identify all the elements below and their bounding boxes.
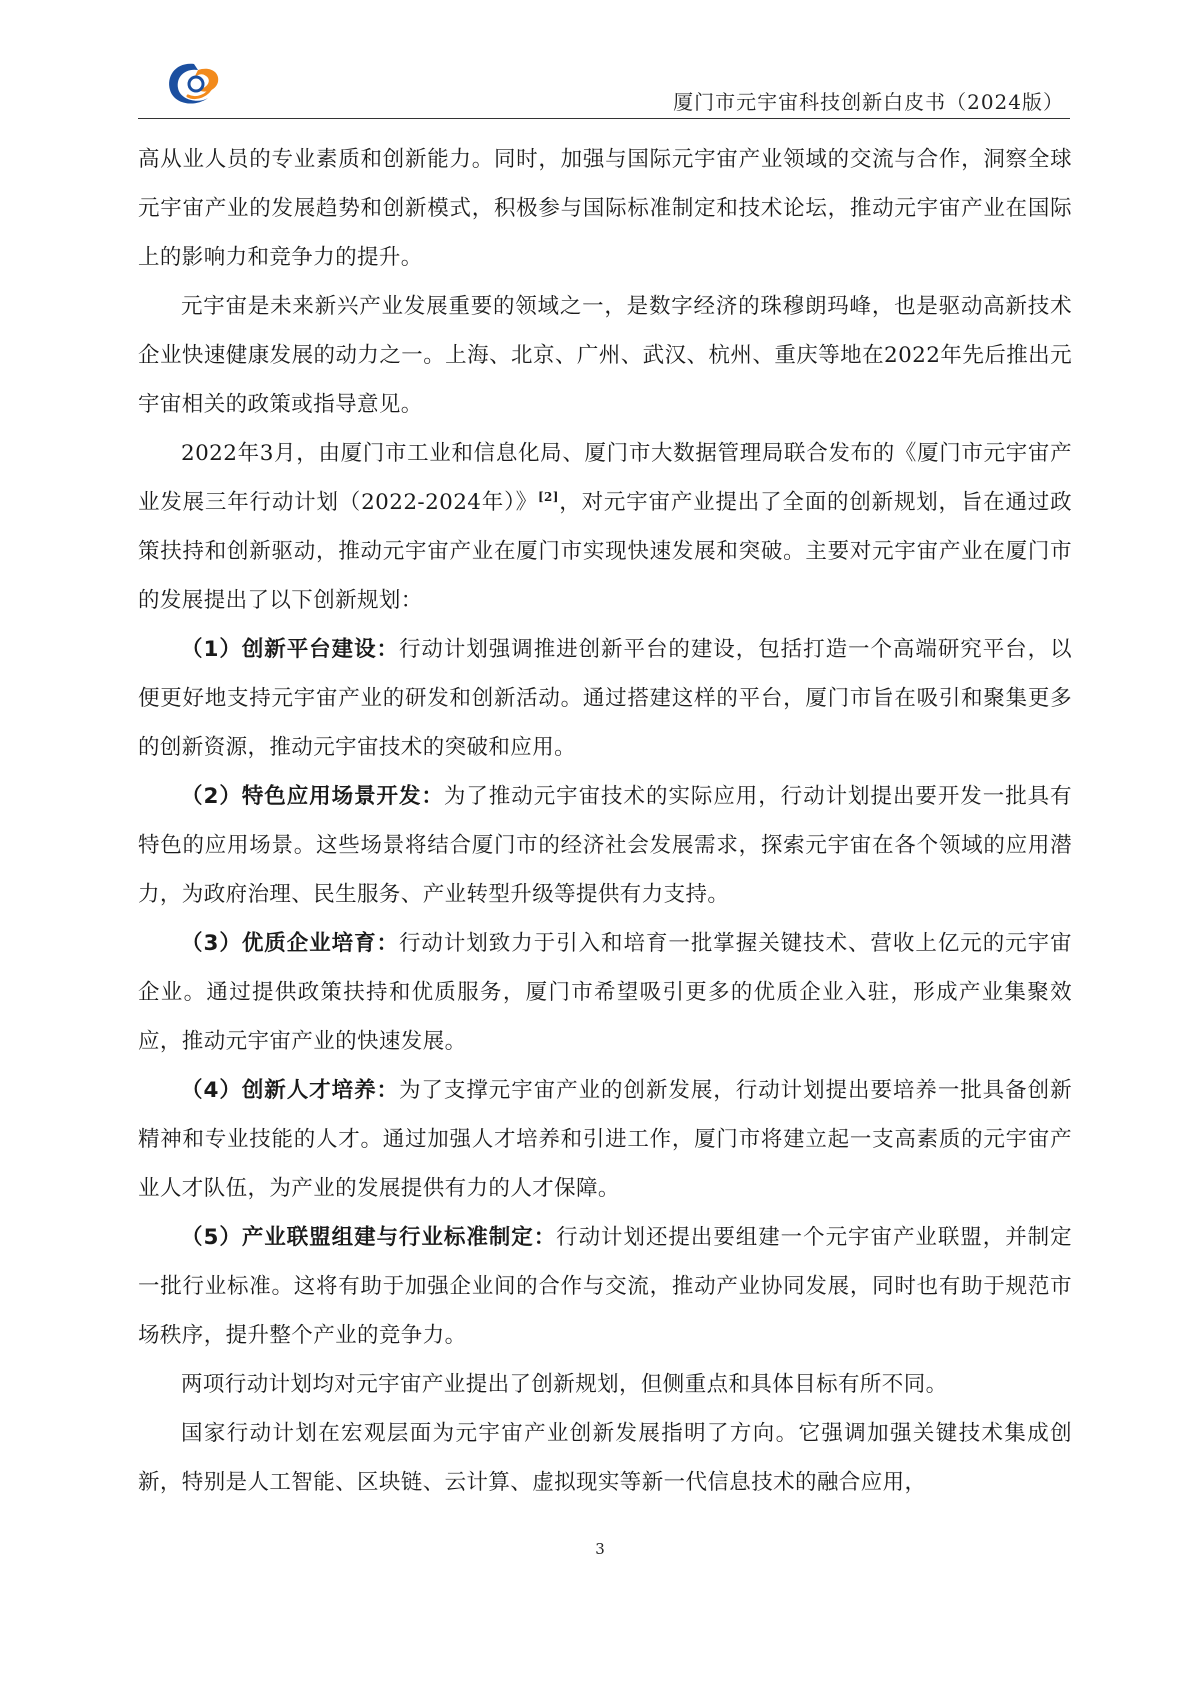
page-number: 3 <box>595 1540 605 1558</box>
plan-item-heading: （5）产业联盟组建与行业标准制定： <box>181 1225 557 1250</box>
citation-ref[interactable]: [2] <box>537 489 559 504</box>
plan-item-application-scenarios <box>138 772 1072 919</box>
paragraph-comparison: 两项行动计划均对元宇宙产业提出了创新规划，但侧重点和具体目标有所不同。 <box>181 1372 948 1397</box>
plan-item-talent-training <box>138 1066 1072 1213</box>
plan-item-heading: （2）特色应用场景开发： <box>181 784 444 809</box>
xiamen-plan-text: 2022年3月，由厦门市工业和信息化局、厦门市大数据管理局联合发布的《厦门市元宇宙产业发展三年行动计划（2022-2024年）》 <box>138 441 1072 515</box>
xiamen-plan-text-continued: ，对元宇宙产业提出了全面的创新规划，旨在通过政策扶持和创新驱动，推动元宇宙产业在厦门市实现快速发展和突破。主要对元宇宙产业在厦门市的发展提出了以下创新规划： <box>138 490 1073 613</box>
brand-logo-icon <box>162 56 222 110</box>
plan-item-heading: （4）创新人才培养： <box>181 1078 399 1103</box>
paragraph-national-plan: 国家行动计划在宏观层面为元宇宙产业创新发展指明了方向。它强调加强关键技术集成创新，特别是人工智能、区块链、云计算、虚拟现实等新一代信息技术的融合应用， <box>138 1421 1072 1495</box>
page-header <box>138 52 1070 122</box>
plan-item-body: 行动计划还提出要组建一个元宇宙产业联盟，并制定一批行业标准。这将有助于加强企业间的合作与交流，推动产业协同发展，同时也有助于规范市场秩序，提升整个产业的竞争力。 <box>138 1225 1073 1348</box>
paragraph-metaverse-overview: 元宇宙是未来新兴产业发展重要的领域之一，是数字经济的珠穆朗玛峰，也是驱动高新技术企业快速健康发展的动力之一。上海、北京、广州、武汉、杭州、重庆等地在2022年先后推出元宇宙相关的政策或指导意见。 <box>138 294 1072 417</box>
plan-item-body: 为了推动元宇宙技术的实际应用，行动计划提出要开发一批具有特色的应用场景。这些场景将结合厦门市的经济社会发展需求，探索元宇宙在各个领域的应用潜力，为政府治理、民生服务、产业转型升级等提供有力支持。 <box>138 784 1072 907</box>
plan-item-heading: （3）优质企业培育： <box>181 931 399 956</box>
plan-item-enterprise-cultivation <box>138 919 1072 1066</box>
paragraph-xiamen-plan <box>138 429 1072 625</box>
body-text <box>138 135 1072 1507</box>
paragraph-continuation: 高从业人员的专业素质和创新能力。同时，加强与国际元宇宙产业领域的交流与合作，洞察全球元宇宙产业的发展趋势和创新模式，积极参与国际标准制定和技术论坛，推动元宇宙产业在国际上的影响力和竞争力的提升。 <box>138 147 1072 270</box>
document-title: 厦门市元宇宙科技创新白皮书（2024版） <box>673 90 1064 114</box>
plan-item-body: 为了支撑元宇宙产业的创新发展，行动计划提出要培养一批具备创新精神和专业技能的人才。通过加强人才培养和引进工作，厦门市将建立起一支高素质的元宇宙产业人才队伍，为产业的发展提供有力的人才保障。 <box>138 1078 1072 1201</box>
plan-item-body: 行动计划致力于引入和培育一批掌握关键技术、营收上亿元的元宇宙企业。通过提供政策扶持和优质服务，厦门市希望吸引更多的优质企业入驻，形成产业集聚效应，推动元宇宙产业的快速发展。 <box>138 931 1072 1054</box>
plan-item-heading: （1）创新平台建设： <box>181 637 399 662</box>
plan-item-industry-alliance <box>138 1213 1072 1360</box>
plan-item-body: 行动计划强调推进创新平台的建设，包括打造一个高端研究平台，以便更好地支持元宇宙产业的研发和创新活动。通过搭建这样的平台，厦门市旨在吸引和聚集更多的创新资源，推动元宇宙技术的突破和应用。 <box>138 637 1072 760</box>
header-divider <box>138 118 1070 119</box>
plan-item-innovation-platform <box>138 625 1072 772</box>
